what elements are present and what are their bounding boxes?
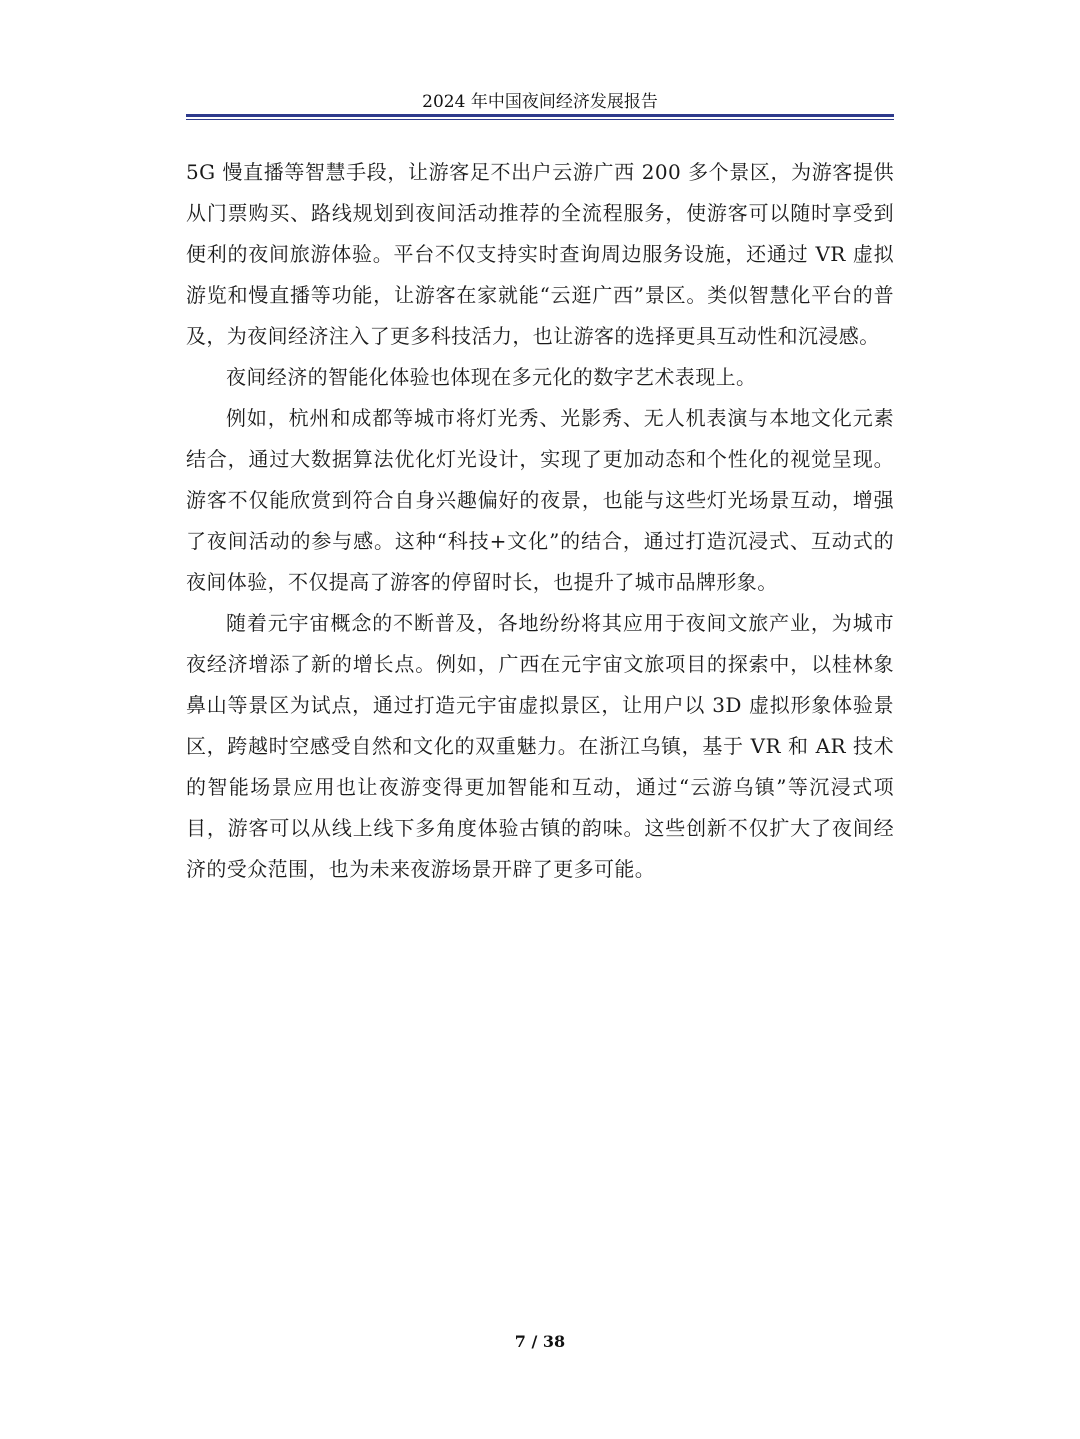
header-divider-thin — [186, 119, 894, 120]
paragraph: 例如，杭州和成都等城市将灯光秀、光影秀、无人机表演与本地文化元素结合，通过大数据算法优化灯光设计，实现了更加动态和个性化的视觉呈现。游客不仅能欣赏到符合自身兴趣偏好的夜景，也能与这些灯光场景互动，增强了夜间活动的参与感。这种“科技+文化”的结合，通过打造沉浸式、互动式的夜间体验，不仅提高了游客的停留时长，也提升了城市品牌形象。 — [186, 406, 894, 594]
page-header-title: 2024 年中国夜间经济发展报告 — [422, 92, 658, 112]
header-divider-thick — [186, 114, 894, 117]
paragraph-continuation: 5G 慢直播等智慧手段，让游客足不出户云游广西 200 多个景区，为游客提供从门票购买、路线规划到夜间活动推荐的全流程服务，使游客可以随时享受到便利的夜间旅游体验。平台不仅支持实时查询周边服务设施，还通过 VR 虚拟游览和慢直播等功能，让游客在家就能“云逛广西”景区。类似智慧化平台的普及，为夜间经济注入了更多科技活力，也让游客的选择更具互动性和沉浸感。 — [186, 160, 894, 348]
page-number: 7 / 38 — [514, 1332, 566, 1351]
body-content — [186, 152, 894, 890]
paragraph: 夜间经济的智能化体验也体现在多元化的数字艺术表现上。 — [226, 365, 757, 389]
paragraph: 随着元宇宙概念的不断普及，各地纷纷将其应用于夜间文旅产业，为城市夜经济增添了新的增长点。例如，广西在元宇宙文旅项目的探索中，以桂林象鼻山等景区为试点，通过打造元宇宙虚拟景区，让用户以 3D 虚拟形象体验景区，跨越时空感受自然和文化的双重魅力。在浙江乌镇，基于 VR 和 AR 技术的智能场景应用也让夜游变得更加智能和互动，通过“云游乌镇”等沉浸式项目，游客可以从线上线下多角度体验古镇的韵味。这些创新不仅扩大了夜间经济的受众范围，也为未来夜游场景开辟了更多可能。 — [186, 611, 894, 881]
